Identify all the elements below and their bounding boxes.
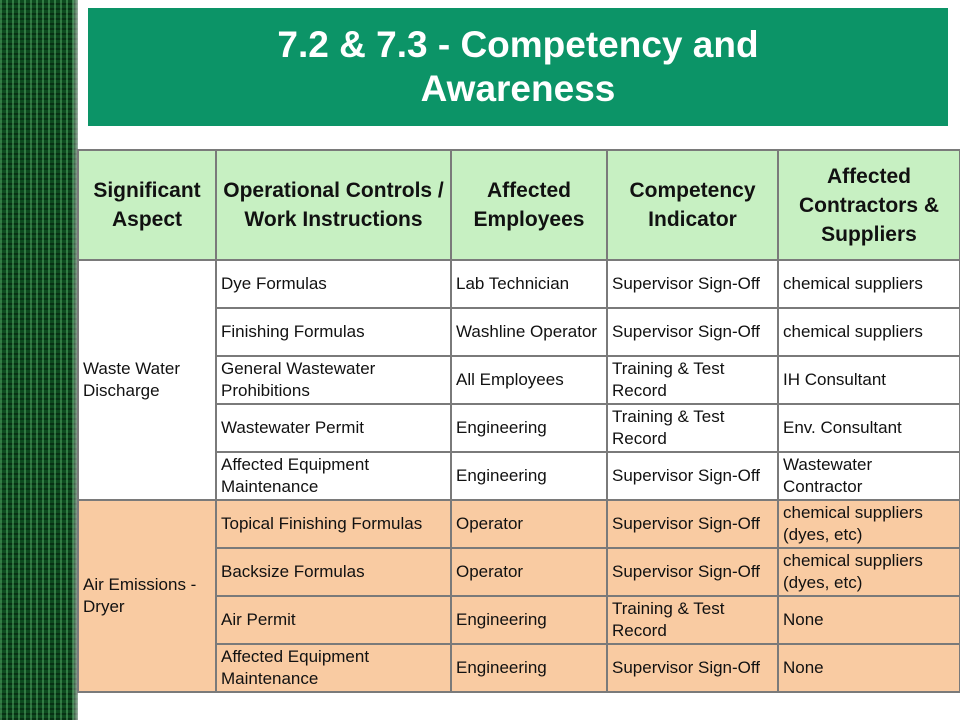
contractors-cell: IH Consultant [778,356,960,404]
control-cell: Backsize Formulas [216,548,451,596]
header-significant-aspect: Significant Aspect [78,150,216,260]
table-row [78,260,960,308]
employees-cell: Engineering [451,452,607,500]
contractors-cell: chemical suppliers [778,260,960,308]
header-affected-contractors: Affected Contractors & Suppliers [778,150,960,260]
indicator-cell: Training & Test Record [607,404,778,452]
employees-cell: All Employees [451,356,607,404]
control-cell: Finishing Formulas [216,308,451,356]
contractors-cell: chemical suppliers (dyes, etc) [778,500,960,548]
employees-cell: Engineering [451,404,607,452]
control-cell: Affected Equipment Maintenance [216,452,451,500]
indicator-cell: Supervisor Sign-Off [607,260,778,308]
control-cell: General Wastewater Prohibitions [216,356,451,404]
aspect-cell: Waste Water Discharge [78,260,216,500]
control-cell: Wastewater Permit [216,404,451,452]
employees-cell: Operator [451,548,607,596]
indicator-cell: Supervisor Sign-Off [607,452,778,500]
slide-title-banner [88,8,948,126]
slide-title: 7.2 & 7.3 - Competency and Awareness [277,24,759,109]
employees-cell: Operator [451,500,607,548]
header-affected-employees: Affected Employees [451,150,607,260]
control-cell: Affected Equipment Maintenance [216,644,451,692]
contractors-cell: Env. Consultant [778,404,960,452]
header-competency-indicator: Competency Indicator [607,150,778,260]
header-row [78,150,960,260]
contractors-cell: Wastewater Contractor [778,452,960,500]
indicator-cell: Training & Test Record [607,596,778,644]
contractors-cell: None [778,644,960,692]
indicator-cell: Supervisor Sign-Off [607,500,778,548]
competency-table [77,149,960,693]
control-cell: Dye Formulas [216,260,451,308]
employees-cell: Engineering [451,596,607,644]
indicator-cell: Supervisor Sign-Off [607,644,778,692]
table-row [78,500,960,548]
contractors-cell: None [778,596,960,644]
control-cell: Air Permit [216,596,451,644]
employees-cell: Washline Operator [451,308,607,356]
decorative-side-band [0,0,78,720]
control-cell: Topical Finishing Formulas [216,500,451,548]
indicator-cell: Supervisor Sign-Off [607,308,778,356]
employees-cell: Lab Technician [451,260,607,308]
header-operational-controls: Operational Controls / Work Instructions [216,150,451,260]
contractors-cell: chemical suppliers [778,308,960,356]
employees-cell: Engineering [451,644,607,692]
indicator-cell: Training & Test Record [607,356,778,404]
aspect-cell: Air Emissions - Dryer [78,500,216,692]
contractors-cell: chemical suppliers (dyes, etc) [778,548,960,596]
indicator-cell: Supervisor Sign-Off [607,548,778,596]
